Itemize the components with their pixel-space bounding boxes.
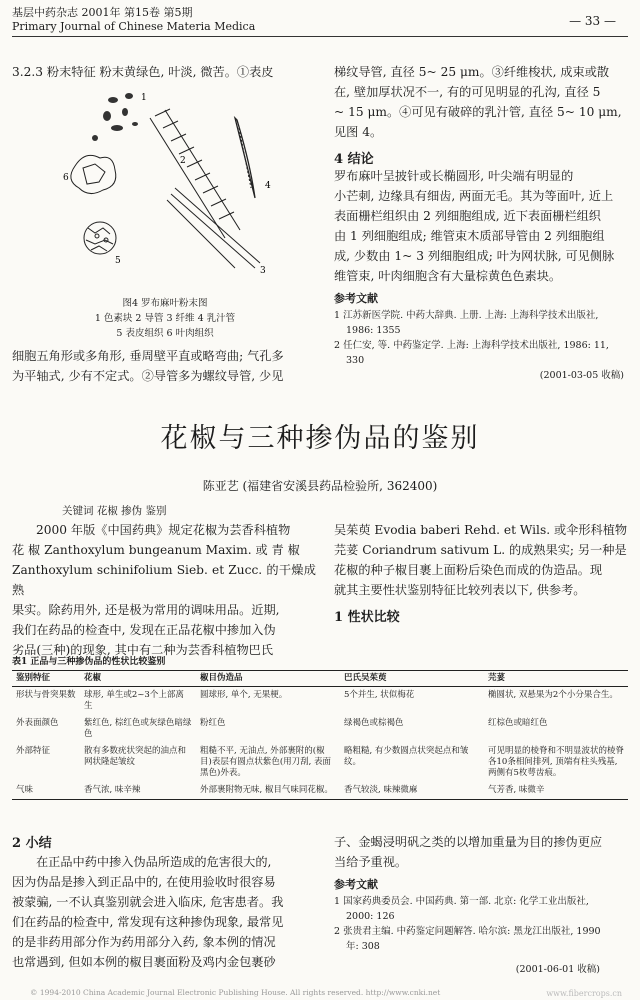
table-cell: 形状与骨突果数 [16, 690, 76, 700]
table-header-cell: 巴氏吴茱萸 [340, 671, 484, 687]
table-row [12, 743, 628, 782]
figure-caption-legend-2: 5 表皮组织 6 叶肉组织 [116, 328, 214, 339]
received-date: (2001-03-05 收稿) [539, 370, 624, 381]
fig-label-3: 3 [260, 266, 266, 276]
reference-item: 2 张贵君主编. 中药鉴定问题解答. 哈尔滨: 黑龙江出版社, 1990 [334, 926, 601, 937]
summary-heading: 2 小结 [12, 836, 52, 851]
table-cell: 可见明显的棱脊和不明显波状的棱脊各10条相间排列, 顶端有柱头残基, 两侧有5枚萼齿痕。 [488, 746, 625, 778]
text-line: 花椒的种子椒目裹上面粉后染色而成的伪造品。现 [334, 563, 603, 577]
text-line: 劣品(三种)的现象, 其中有二种为芸香科植物巴氏 [12, 643, 274, 657]
table-cell: 5个并生, 状似梅花 [344, 690, 415, 700]
intro-left [12, 520, 316, 660]
journal-header [12, 6, 255, 34]
table-cell: 紫红色, 棕红色或灰绿色暗绿色 [84, 718, 192, 739]
figure-caption-legend-1: 1 色素块 2 导管 3 纤维 4 乳汁管 [94, 313, 236, 324]
article-title: 花椒与三种掺伪品的鉴别 [160, 423, 480, 454]
text-line: 在正品中药中掺入伪品所造成的危害很大的, [36, 855, 272, 869]
text-line: 维管束, 叶肉细胞含有大量棕黄色色素块。 [334, 269, 562, 283]
text-line: 在, 壁加厚状况不一, 有的可见明显的孔沟, 直径 5 [334, 85, 601, 99]
text-line: 子、金蝎浸明矾之类的以增加重量为目的掺伪更应 [334, 835, 603, 849]
text-line: 芫荽 Coriandrum sativum L. 的成熟果实; 另一种是 [334, 543, 627, 557]
powder-figure [55, 88, 285, 293]
table-cell: 略粗糙, 有少数圆点状突起点和皱纹。 [344, 746, 469, 767]
reference-item: 2 任仁安, 等. 中药鉴定学. 上海: 上海科学技术出版社, 1986: 11, [334, 340, 609, 351]
keywords: 关键词 花椒 掺伪 鉴别 [62, 505, 167, 517]
text-line: Zanthoxylum schinifolium Sieb. et Zucc. 的干燥成熟 [12, 563, 316, 597]
reference-item: 330 [346, 355, 365, 366]
epidermis-drawing [84, 222, 116, 254]
text-line: 花 椒 Zanthoxylum bungeanum Maxim. 或 青 椒 [12, 543, 300, 557]
fig-label-4: 4 [265, 181, 271, 191]
text-line: 2000 年版《中国药典》规定花椒为芸香科植物 [36, 523, 291, 537]
table-cell: 绿褐色或棕褐色 [344, 718, 404, 728]
page-number: — 33 — [569, 14, 616, 28]
comparison-table [12, 670, 628, 800]
table-cell: 外部裹附物无味, 椒目气味同花椒。 [196, 782, 340, 800]
text-line: 们在药品的检查中, 常发现有这种掺伪现象, 最常见 [12, 915, 284, 929]
text-line: 梯纹导管, 直径 5~ 25 μm。③纤维梭状, 成束或散 [334, 65, 610, 79]
text-line: 也常遇到, 但如本例的椒目裹面粉及鸡内金包裹砂 [12, 955, 276, 969]
table-header-cell: 椒目伪造品 [196, 671, 340, 687]
text-line: 因为伪品是掺入到正品中的, 在使用验收时很容易 [12, 875, 276, 889]
table-cell: 红棕色或暗红色 [488, 718, 548, 728]
text-line: 被蒙骗, 一不认真鉴别就会进入临床, 危害患者。我 [12, 895, 284, 909]
table-cell: 圆球形, 单个, 无果梗。 [200, 690, 288, 700]
powder-features-heading: 3.2.3 粉末特征 粉末黄绿色, 叶淡, 微苦。①表皮 [12, 65, 274, 79]
fibre-drawing [167, 188, 260, 268]
text-line: 表面栅栏组织由 2 列细胞组成, 近下表面栅栏组织 [334, 209, 601, 223]
table-cell: 外部特征 [16, 746, 51, 756]
table-caption: 表1 正品与三种掺伪品的性状比较鉴别 [12, 657, 166, 667]
table-row [12, 687, 628, 716]
copyright-footer: © 1994-2010 China Academic Journal Electronic Publishing House. All rights reserved. http://www.cnki.net [30, 988, 441, 997]
table-cell: 散有多数疣状突起的油点和网状隆起皱纹 [84, 746, 187, 767]
conclusion-text [334, 166, 628, 286]
powder-features-right [334, 62, 628, 142]
table-cell: 外表面颜色 [16, 718, 59, 728]
summary-references-heading: 参考文献 [334, 878, 378, 891]
summary-right [334, 832, 628, 872]
reference-item: 1986: 1355 [346, 325, 401, 336]
reference-item: 1 江苏新医学院. 中药大辞典. 上册. 上海: 上海科学技术出版社, [334, 310, 599, 321]
summary-references-list [334, 894, 628, 954]
references-heading: 参考文献 [334, 292, 378, 305]
table-row [12, 782, 628, 800]
text-line: 为平轴式, 少有不定式。②导管多为螺纹导管, 少见 [12, 369, 284, 383]
table-header-cell: 芫荽 [484, 671, 628, 687]
table-cell: 球形, 单生或2~3个上部离生 [84, 690, 184, 711]
table-cell: 椭圆状, 双悬果为2个小分果合生。 [488, 690, 618, 700]
fig-label-6: 6 [63, 173, 69, 183]
figure-caption-title: 图4 罗布麻叶粉末图 [122, 298, 208, 309]
table-cell: 粗糙不平, 无油点, 外部裹附的(椒目)表层有圆点状紫色(用刀刮, 表面黑色)外表。 [200, 746, 332, 778]
site-watermark: www.fibercrops.cn [546, 989, 622, 998]
intro-right [334, 520, 628, 600]
table-cell: 粉红色 [200, 718, 226, 728]
powder-features-continued [12, 346, 312, 386]
table-cell: 香气较淡, 味辣微麻 [340, 782, 484, 800]
article-received-date: (2001-06-01 收稿) [515, 964, 600, 975]
table-cell: 气味 [12, 782, 80, 800]
text-line: ~ 15 μm。④可见有破碎的乳汁管, 直径 5~ 10 μm, [334, 105, 622, 119]
table-cell: 气芳香, 味微辛 [484, 782, 628, 800]
article-author: 陈亚艺 (福建省安溪县药品检验所, 362400) [202, 479, 438, 493]
journal-name-en: Primary Journal of Chinese Materia Medica [12, 20, 256, 33]
text-line: 吴茱萸 Evodia baberi Rehd. et Wils. 或伞形科植物 [334, 523, 628, 537]
latex-tube-drawing [235, 118, 255, 198]
text-line: 就其主要性状鉴别特征比较列表以下, 供参考。 [334, 583, 586, 597]
header-rule [12, 36, 628, 37]
fig-label-5: 5 [115, 256, 121, 266]
vessel-drawing [150, 109, 240, 238]
figure-caption [20, 296, 310, 341]
section-1-heading: 1 性状比较 [334, 610, 400, 625]
reference-item: 2000: 126 [346, 911, 395, 922]
references-list [334, 308, 628, 368]
text-line: 罗布麻叶呈披针或长椭圆形, 叶尖端有明显的 [334, 169, 574, 183]
text-line: 小芒刺, 边缘具有细齿, 两面无毛。其为等面叶, 近上 [334, 189, 614, 203]
journal-name-cn: 基层中药杂志 2001年 第15卷 第5期 [12, 6, 193, 19]
reference-item: 年: 308 [346, 941, 380, 952]
mesophyll-drawing [71, 155, 116, 193]
pigment-blocks [92, 93, 138, 141]
summary-left [12, 852, 316, 972]
text-line: 我们在药品的检查中, 发现在正品花椒中掺加入伪 [12, 623, 276, 637]
table-header-cell: 鉴别特征 [12, 671, 80, 687]
text-line: 果实。除药用外, 还是极为常用的调味用品。近期, [12, 603, 280, 617]
fig-label-2: 2 [180, 156, 186, 166]
text-line: 见图 4。 [334, 125, 383, 139]
text-line: 成, 少数由 1~ 3 列细胞组成; 叶为网状脉, 可见侧脉 [334, 249, 615, 263]
text-line: 的是非药用部分作为药用部分入药, 象本例的情况 [12, 935, 276, 949]
table-header-cell: 花椒 [80, 671, 196, 687]
table-row [12, 715, 628, 743]
table-cell: 香气浓, 味辛辣 [80, 782, 196, 800]
text-line: 由 1 列细胞组成; 维管束木质部导管由 2 列细胞组 [334, 229, 605, 243]
fig-label-1: 1 [141, 93, 147, 103]
conclusion-heading: 4 结论 [334, 152, 374, 167]
text-line: 细胞五角形或多角形, 垂周壁平直或略弯曲; 气孔多 [12, 349, 284, 363]
reference-item: 1 国家药典委员会. 中国药典. 第一部. 北京: 化学工业出版社, [334, 896, 589, 907]
text-line: 当给予重视。 [334, 855, 408, 869]
table-header-row [12, 671, 628, 687]
